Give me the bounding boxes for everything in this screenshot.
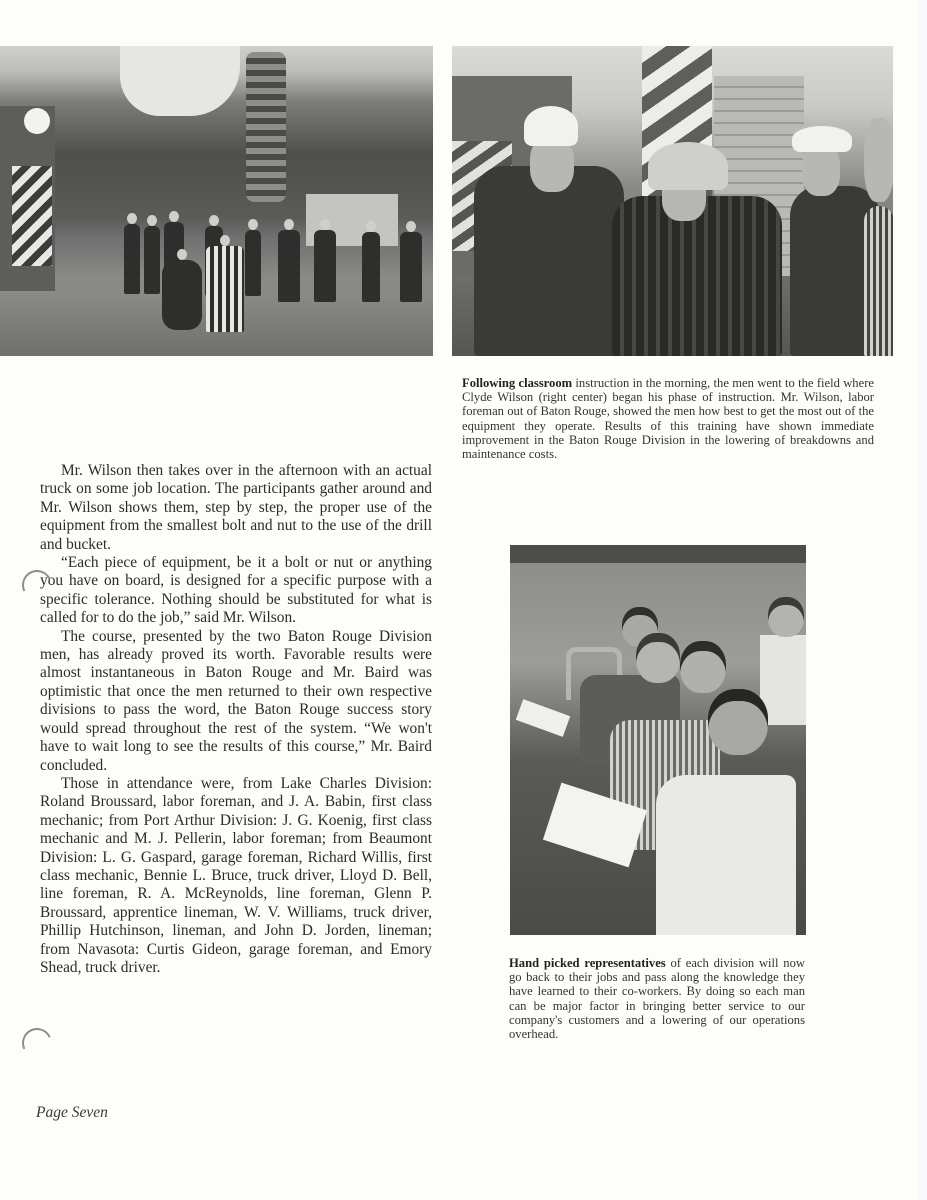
caption-text: instruction in the morning, the men went to the field where Clyde Wilson (right center) began his phase of instruction. Mr. Wilson, labor foreman out of Baton Rouge, showed the men how best to get the most out of the equipment they operate. Results of this training have shown immediate improvement in the Baton Rouge Division in the lowering of breakdowns and maintenance costs.	[462, 376, 874, 462]
photo-face	[864, 118, 893, 202]
photo-truck-stripes	[12, 166, 52, 266]
caption-text: of each division will now go back to their jobs and pass along the knowledge they have learned to their co-workers. By doing so each man can be major factor in bringing better service to our company's customers and a lowering of our operations overhead.	[509, 956, 805, 1042]
photo-person	[278, 230, 300, 302]
photo-head	[636, 633, 680, 683]
photo-person	[144, 226, 160, 294]
photo-person	[400, 232, 422, 302]
article-paragraph: Mr. Wilson then takes over in the afternoon with an actual truck on some job location. The participants gather around and Mr. Wilson shows them, step by step, the proper use of the equipment from the smallest bolt and nut to the use of the drill and bucket.	[40, 462, 432, 553]
photo-classroom	[510, 545, 806, 935]
caption-classroom-photo	[509, 956, 805, 1041]
article-body	[40, 462, 432, 977]
photo-person-plaid	[206, 246, 244, 332]
photo-person	[124, 224, 140, 294]
binder-hole-mark	[18, 1024, 56, 1062]
photo-person	[362, 232, 380, 302]
photo-crew-at-truck	[452, 46, 893, 356]
photo-lamp	[24, 108, 50, 134]
photo-person	[245, 230, 261, 296]
photo-man-plaid	[612, 196, 782, 356]
caption-lead: Following classroom	[462, 376, 573, 390]
photo-sky	[120, 46, 240, 116]
caption-field-photos	[462, 376, 874, 461]
photo-auger	[246, 52, 286, 202]
photo-hardhat	[648, 142, 728, 190]
photo-head	[768, 597, 804, 637]
photo-field-demonstration	[0, 46, 433, 356]
photo-hardhat	[792, 126, 852, 152]
photo-person-digging	[162, 260, 202, 330]
photo-hardhat	[524, 106, 578, 146]
article-paragraph: “Each piece of equipment, be it a bolt or nut or anything you have on board, is designed for a specific purpose with a specific tolerance. Nothing should be substituted for what is called for to do the job,” said Mr. Wilson.	[40, 554, 432, 627]
photo-person	[314, 230, 336, 302]
photo-head	[708, 689, 768, 755]
caption-lead: Hand picked representatives	[509, 956, 666, 970]
photo-man-jacket	[474, 166, 624, 356]
article-paragraph: The course, presented by the two Baton Rouge Division men, has already proved its worth. Favorable results were almost instantaneous in Baton Rouge and Mr. Baird was optimistic that once the men returned to their own respective divisions to pass the word, the Baton Rouge success story would spread throughout the rest of the system. “We won't have to wait long to see the results of this course,” Mr. Baird concluded.	[40, 627, 432, 774]
photo-man-stripes	[864, 206, 893, 356]
page-number: Page Seven	[36, 1104, 108, 1121]
photo-head	[680, 641, 726, 693]
photo-shirt-white	[656, 775, 796, 935]
photo-wall-band	[510, 545, 806, 563]
photo-paper	[516, 699, 571, 737]
page-edge	[918, 0, 927, 1200]
article-paragraph: Those in attendance were, from Lake Charles Division: Roland Broussard, labor foreman, and J. A. Babin, first class mechanic; from Port Arthur Division: J. G. Koenig, first class mechanic and M. J. Pellerin, labor foreman; from Beaumont Division: L. G. Gaspard, garage foreman, Richard Willis, first class mechanic, Bennie L. Bruce, truck driver, Lloyd D. Bell, line foreman, R. A. McReynolds, line foreman, Glenn P. Broussard, apprentice lineman, W. V. Williams, truck driver, Phillip Hutchinson, lineman, and John D. Jorden, lineman; from Navasota: Curtis Gideon, garage foreman, and Emory Shead, truck driver.	[40, 774, 432, 976]
